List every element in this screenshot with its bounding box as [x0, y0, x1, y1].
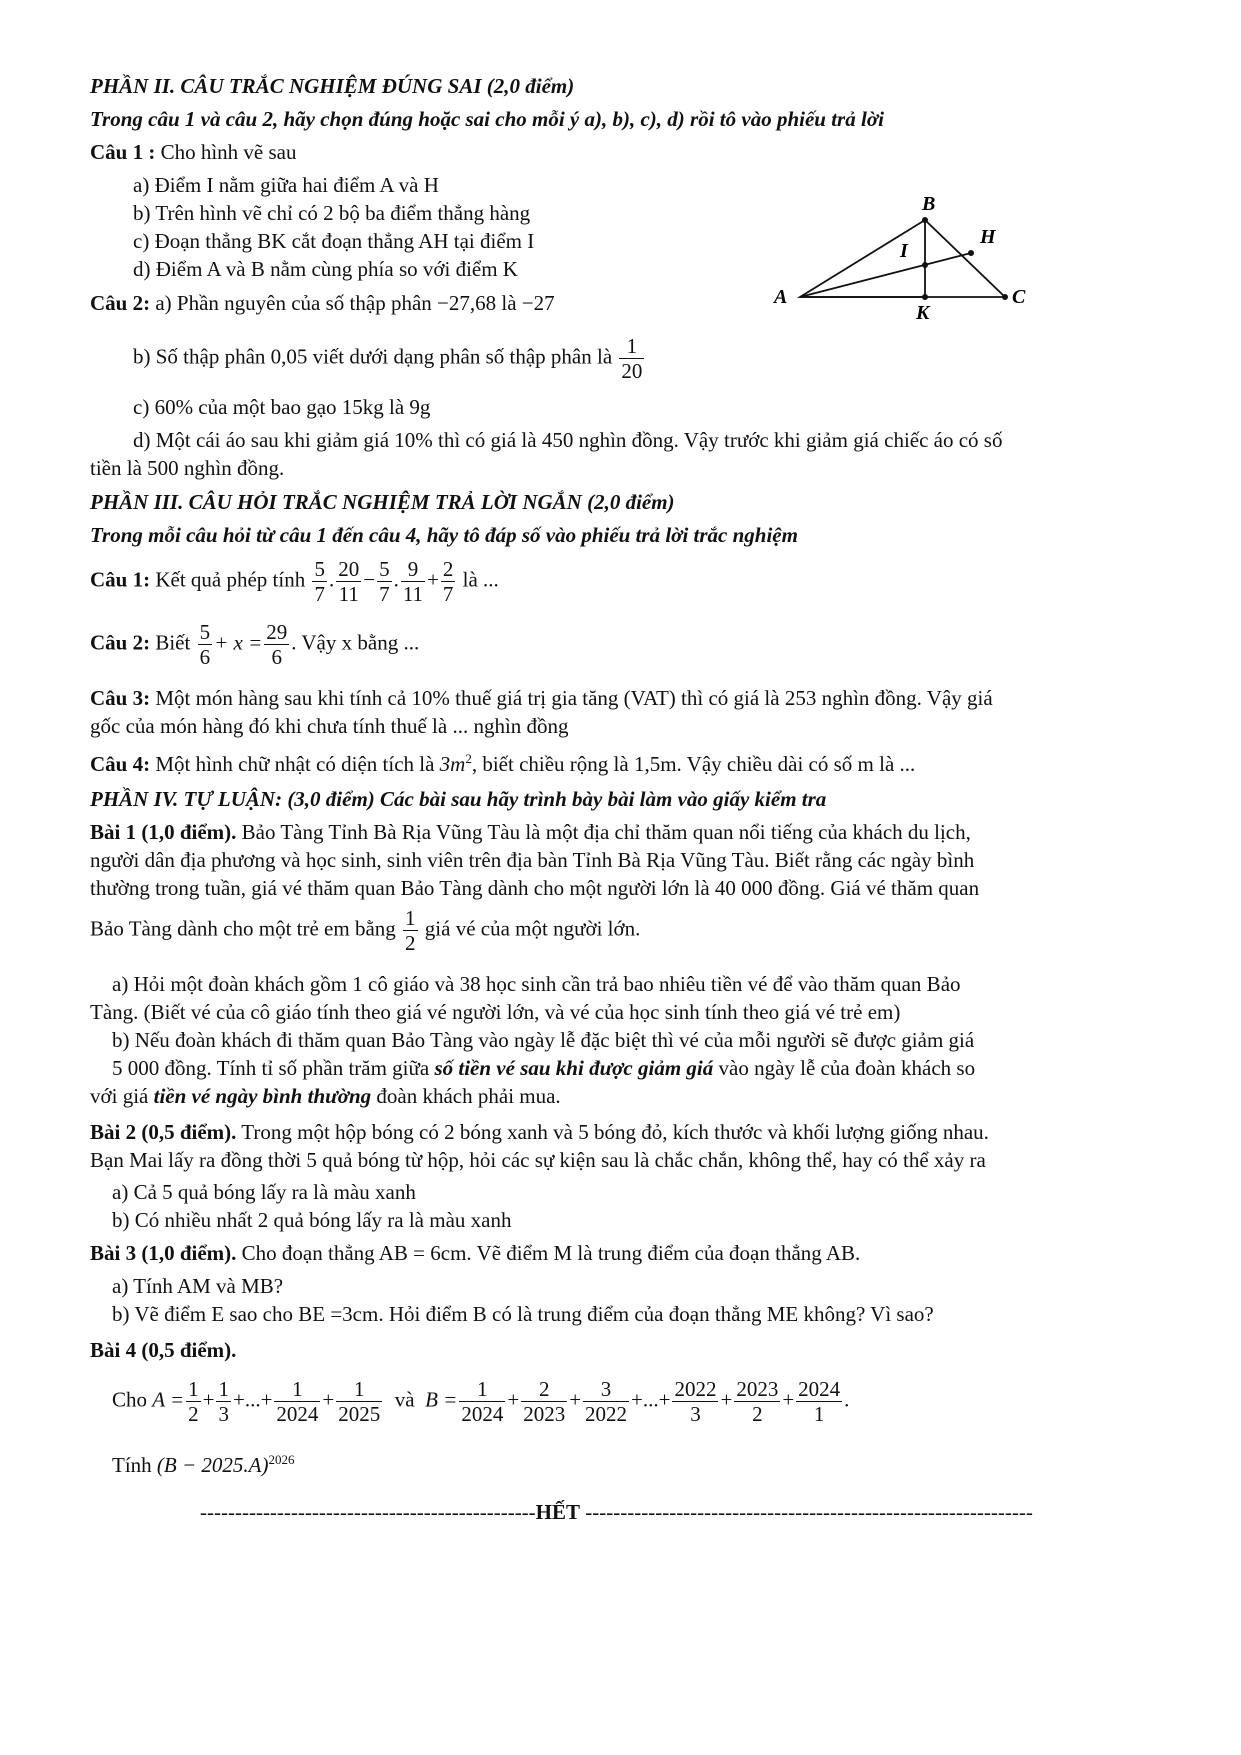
bai2-a: a) Cả 5 quả bóng lấy ra là màu xanh: [112, 1180, 416, 1204]
q-tail: . Vậy x bằng ...: [291, 630, 420, 655]
denominator: 2: [752, 1402, 763, 1427]
bai1-b3: [90, 1084, 561, 1109]
area-value: 3m: [439, 752, 466, 776]
denominator: 2: [188, 1402, 199, 1427]
segment-ah: [800, 253, 971, 297]
fraction: [734, 1377, 780, 1426]
ellipsis: +...+: [631, 1387, 671, 1412]
part2-q2: [90, 291, 555, 316]
label-a: A: [774, 286, 788, 308]
part2-q1-c: c) Đoạn thẳng BK cắt đoạn thẳng AH tại điểm I: [133, 229, 535, 253]
part2-q2-d1: d) Một cái áo sau khi giảm giá 10% thì có giá là 450 nghìn đồng. Vậy trước khi giảm giá chiếc áo có số: [133, 428, 1003, 452]
bai-text: 5 000 đồng. Tính tỉ số phần trăm giữa: [112, 1056, 430, 1080]
bai3-line1: [90, 1241, 860, 1266]
b-lhs: B =: [425, 1387, 458, 1412]
denominator: 11: [338, 582, 359, 607]
fraction: [403, 906, 418, 955]
bai-text: Bảo Tàng Tỉnh Bà Rịa Vũng Tàu là một địa chỉ thăm quan nổi tiếng của khách du lịch,: [241, 820, 971, 844]
q-label: Câu 3:: [90, 686, 151, 710]
denominator: 7: [379, 582, 390, 607]
bai-text: với giá: [90, 1084, 149, 1108]
fraction: [583, 1377, 629, 1426]
fraction: [312, 557, 327, 606]
bai1-b2: [112, 1056, 975, 1081]
bai1-line1: [90, 820, 971, 845]
q-label: Câu 1 :: [90, 140, 156, 164]
part2-q1-a: a) Điểm I nằm giữa hai điểm A và H: [133, 173, 439, 197]
part3-q3-line2: gốc của món hàng đó khi chưa tính thuế là ... nghìn đồng: [90, 714, 569, 738]
point-h: [968, 250, 974, 256]
fraction: [336, 557, 361, 606]
part2-title: PHẦN II. CÂU TRẮC NGHIỆM ĐÚNG SAI (2,0 điểm): [90, 74, 575, 98]
q-text: Một hình chữ nhật có diện tích là: [155, 752, 435, 776]
q-text: Một món hàng sau khi tính cả 10% thuế giá trị gia tăng (VAT) thì có giá là 253 nghìn đồng. Vậy giá: [155, 686, 993, 710]
numerator: 2022: [674, 1377, 717, 1401]
q-label: Câu 2:: [90, 630, 151, 655]
part2-q2-d2: tiền là 500 nghìn đồng.: [90, 456, 285, 480]
bai2-line1: [90, 1120, 989, 1145]
expression: (B − 2025.A): [156, 1453, 269, 1477]
emphasis-text: tiền vé ngày bình thường: [153, 1084, 372, 1108]
numerator: 2: [521, 1377, 567, 1402]
bai-text: vào ngày lễ của đoàn khách so: [718, 1056, 976, 1080]
q2-a: a) Phần nguyên của số thập phân −27,68 là −27: [155, 291, 555, 315]
part2-q1: [90, 140, 297, 165]
denominator: 20: [621, 359, 643, 384]
part3-instruction: Trong mỗi câu hỏi từ câu 1 đến câu 4, hãy tô đáp số vào phiếu trả lời trắc nghiệm: [90, 523, 798, 547]
numerator: 2024: [798, 1377, 841, 1401]
part3-q3-line1: [90, 686, 993, 711]
bai1-line3: thường trong tuần, giá vé thăm quan Bảo Tàng dành cho một người lớn là 40 000 đồng. Giá vé thăm quan: [90, 876, 980, 900]
bai3-a: a) Tính AM và MB?: [112, 1274, 284, 1298]
bai-text: Cho: [112, 1387, 148, 1412]
equation-middle: + x =: [214, 630, 263, 655]
point-c: [1002, 294, 1008, 300]
numerator: 1: [188, 1377, 199, 1401]
bai4-label: Bài 4 (0,5 điểm).: [90, 1338, 237, 1362]
part2-instruction: Trong câu 1 và câu 2, hãy chọn đúng hoặc sai cho mỗi ý a), b), c), d) rồi tô vào phiếu trả lời: [90, 107, 884, 131]
q-label: Câu 1:: [90, 567, 151, 592]
denominator: 2025: [338, 1402, 381, 1427]
bai-text: Cho đoạn thẳng AB = 6cm. Vẽ điểm M là trung điểm của đoạn thẳng AB.: [241, 1241, 861, 1265]
divider: ----------------------------------------------------------------: [585, 1500, 1033, 1524]
numerator: 5: [379, 557, 390, 581]
numerator: 2: [442, 557, 454, 581]
bai2-line2: Bạn Mai lấy ra đồng thời 5 quả bóng từ hộp, hỏi các sự kiện sau là chắc chắn, không thể, hay có thể xảy ra: [90, 1148, 986, 1172]
q2-b-text: b) Số thập phân 0,05 viết dưới dạng phân số thập phân là: [133, 344, 613, 369]
bai4-expression: Cho A = $\frac{1}{2}$ + $\frac{1}{3}$ +...+ $\frac{1}{2024}$ + $\frac{1}{2025}$ và B = $\frac{1}{2024}$ + $\frac{2}{2023}$ + $\frac{3}{2022}$ +...+ $\frac{2022}{3}$ + $\frac{2023}{2}$ + $\frac{2024}{1}$ .: [112, 1377, 850, 1427]
fraction: [336, 1377, 382, 1426]
label-c: C: [1012, 286, 1026, 308]
bai1-a1: a) Hỏi một đoàn khách gồm 1 cô giáo và 38 học sinh cần trả bao nhiêu tiền vé để vào thăm quan Bảo: [112, 972, 961, 996]
point-b: [922, 217, 928, 223]
numerator: 5: [314, 557, 325, 581]
part2-q1-b: b) Trên hình vẽ chỉ có 2 bộ ba điểm thẳng hàng: [133, 201, 531, 225]
fraction: [198, 620, 213, 669]
bai-text: và: [394, 1387, 415, 1412]
denominator: 7: [442, 582, 454, 607]
bai-text: Tính: [112, 1453, 152, 1477]
part4-title: PHẦN IV. TỰ LUẬN: (3,0 điểm) Các bài sau hãy trình bày bài làm vào giấy kiểm tra: [90, 787, 827, 811]
exponent: 2026: [268, 1452, 295, 1467]
label-b: B: [922, 193, 936, 215]
label-i: I: [900, 240, 908, 262]
numerator: 1: [405, 906, 416, 930]
numerator: 2023: [736, 1377, 779, 1401]
numerator: 29: [266, 620, 288, 644]
numerator: 1: [619, 334, 644, 359]
fraction: [619, 334, 644, 383]
denominator: 6: [271, 645, 283, 670]
denominator: 3: [218, 1402, 229, 1427]
numerator: 1: [459, 1377, 505, 1402]
bai4-compute: [112, 1452, 294, 1478]
fraction: [274, 1377, 320, 1426]
fraction: [186, 1377, 201, 1426]
denominator: 3: [690, 1402, 701, 1427]
fraction: [216, 1377, 231, 1426]
denominator: 7: [314, 582, 325, 607]
part3-q1: Câu 1: Kết quả phép tính $\frac{5}{7}$ . $\frac{20}{11}$ − $\frac{5}{7}$ . $\frac{9}{11}$ + $\frac{2}{7}$ là ...: [90, 557, 499, 607]
bai-label: Bài 2 (0,5 điểm).: [90, 1120, 237, 1144]
denominator: 1: [813, 1402, 825, 1427]
bai1-a2: Tàng. (Biết vé của cô giáo tính theo giá vé người lớn, và vé của học sinh tính theo giá vé trẻ em): [90, 1000, 901, 1024]
bai-text: Trong một hộp bóng có 2 bóng xanh và 5 bóng đỏ, kích thước và khối lượng giống nhau.: [241, 1120, 989, 1144]
point-k: [922, 294, 928, 300]
denominator: 2024: [461, 1402, 504, 1427]
footer-end: [200, 1500, 1033, 1525]
emphasis-text: số tiền vé sau khi được giảm giá: [434, 1056, 714, 1080]
q-text: Cho hình vẽ sau: [160, 140, 297, 164]
fraction: [441, 557, 456, 606]
ellipsis: +...+: [232, 1387, 273, 1412]
numerator: 5: [199, 620, 211, 644]
denominator: 6: [199, 645, 211, 670]
bai-text: giá vé của một người lớn.: [424, 916, 641, 941]
numerator: 9: [401, 557, 425, 582]
part2-q2-c: c) 60% của một bao gạo 15kg là 9g: [133, 395, 431, 419]
bai2-b: b) Có nhiều nhất 2 quả bóng lấy ra là màu xanh: [112, 1208, 512, 1232]
fraction: [796, 1377, 842, 1426]
bai-label: Bài 3 (1,0 điểm).: [90, 1241, 237, 1265]
bai1-b1: b) Nếu đoàn khách đi thăm quan Bảo Tàng vào ngày lễ đặc biệt thì vé của mỗi người sẽ được giảm giá: [112, 1028, 975, 1052]
point-i: [922, 262, 928, 268]
denominator: 11: [402, 582, 424, 607]
q-label: Câu 4:: [90, 752, 151, 776]
part3-q2: [90, 620, 419, 669]
denominator: 2023: [523, 1402, 566, 1427]
part3-title: PHẦN III. CÂU HỎI TRẮC NGHIỆM TRẢ LỜI NGẮN (2,0 điểm): [90, 490, 675, 514]
numerator: 1: [274, 1377, 320, 1402]
exponent: 2: [465, 751, 472, 766]
a-lhs: A =: [152, 1387, 185, 1412]
numerator: 20: [338, 557, 360, 581]
q-tail: , biết chiều rộng là 1,5m. Vậy chiều dài có số m là ...: [471, 752, 916, 776]
bai-label: Bài 1 (1,0 điểm).: [90, 820, 237, 844]
part2-q1-d: d) Điểm A và B nằm cùng phía so với điểm K: [133, 257, 518, 281]
denominator: 2024: [276, 1402, 319, 1427]
bai1-line4: [90, 906, 640, 955]
label-h: H: [980, 226, 996, 248]
q-label: Câu 2:: [90, 291, 151, 315]
numerator: 1: [336, 1377, 382, 1402]
numerator: 3: [583, 1377, 629, 1402]
q-text: Kết quả phép tính: [155, 567, 306, 592]
q-text: Biết: [155, 630, 191, 655]
label-k: K: [916, 302, 930, 324]
fraction: [672, 1377, 718, 1426]
bai1-line2: người dân địa phương và học sinh, sinh viên trên địa bàn Tỉnh Bà Rịa Vũng Tàu. Biết rằng các ngày bình: [90, 848, 975, 872]
part3-q4: [90, 751, 915, 777]
part2-q2-b: [133, 334, 646, 383]
bai3-b: b) Vẽ điểm E sao cho BE =3cm. Hỏi điểm B có là trung điểm của đoạn thẳng ME không? Vì sao?: [112, 1302, 934, 1326]
denominator: 2022: [585, 1402, 628, 1427]
fraction: [401, 557, 425, 606]
bai-text: Bảo Tàng dành cho một trẻ em bằng: [90, 916, 396, 941]
divider: ------------------------------------------------: [200, 1500, 536, 1524]
fraction: [459, 1377, 505, 1426]
fraction: [521, 1377, 567, 1426]
triangle-figure: [760, 185, 1060, 325]
fraction: [264, 620, 289, 669]
bai-text: đoàn khách phải mua.: [376, 1084, 561, 1108]
end-marker: HẾT: [535, 1500, 581, 1524]
numerator: 1: [218, 1377, 229, 1401]
fraction: [377, 557, 392, 606]
q-tail: là ...: [462, 567, 499, 592]
denominator: 2: [405, 931, 416, 956]
